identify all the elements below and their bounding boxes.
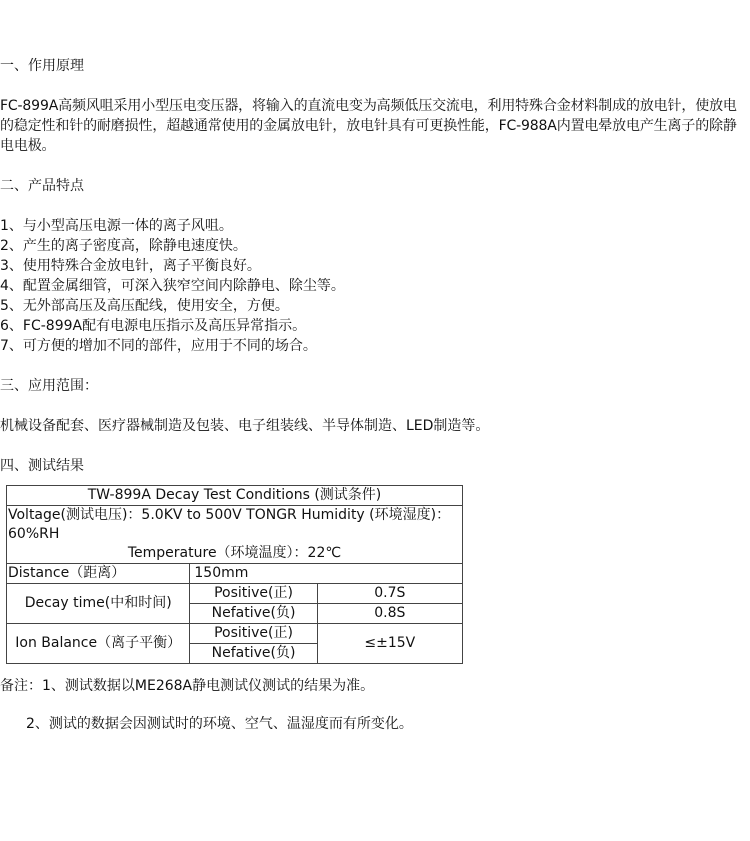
feature-item: 7、可方便的增加不同的部件，应用于不同的场合。 (0, 338, 317, 354)
feature-item: 6、FC-899A配有电源电压指示及高压异常指示。 (0, 318, 307, 334)
decay-negative-value: 0.8S (317, 604, 462, 624)
principle-heading: 一、作用原理 (0, 58, 84, 74)
decay-time-label: Decay time(中和时间) (7, 584, 190, 624)
table-conditions (7, 506, 463, 564)
decay-negative-label: Nefative(负) (190, 604, 317, 624)
document (0, 56, 750, 734)
features-heading: 二、产品特点 (0, 178, 84, 194)
ion-positive-label: Positive(正) (190, 624, 317, 644)
applications-heading: 三、应用范围： (0, 378, 98, 394)
decay-positive-label: Positive(正) (190, 584, 317, 604)
voltage-humidity-text: Voltage(测试电压)：5.0KV to 500V TONGR Humidity (环境湿度)：60%RH (8, 507, 451, 542)
principle-body: FC-899A高频风咀采用小型压电变压器，将输入的直流电变为高频低压交流电，利用特殊合金材料制成的放电针，使放电的稳定性和针的耐磨损性，超越通常使用的金属放电针，放电针具有可更换性能，FC-988A内置电晕放电产生离子的除静电电极。 (0, 98, 737, 154)
note-2: 2、测试的数据会因测试时的环境、空气、温湿度而有所变化。 (26, 716, 413, 732)
feature-item: 5、无外部高压及高压配线，使用安全，方便。 (0, 298, 289, 314)
table-title: TW-899A Decay Test Conditions (测试条件) (7, 486, 463, 506)
results-heading: 四、测试结果 (0, 458, 84, 474)
decay-test-table (6, 485, 463, 664)
ion-negative-label: Nefative(负) (190, 644, 317, 664)
feature-item: 3、使用特殊合金放电针，离子平衡良好。 (0, 258, 261, 274)
ion-balance-value: ≤±15V (317, 624, 462, 664)
applications-body: 机械设备配套、医疗器械制造及包装、电子组装线、半导体制造、LED制造等。 (0, 418, 490, 434)
note-1: 备注：1、测试数据以ME268A静电测试仪测试的结果为准。 (0, 678, 375, 694)
feature-item: 2、产生的离子密度高，除静电速度快。 (0, 238, 247, 254)
decay-positive-value: 0.7S (317, 584, 462, 604)
feature-item: 1、与小型高压电源一体的离子风咀。 (0, 218, 233, 234)
ion-balance-label: Ion Balance（离子平衡） (7, 624, 190, 664)
temperature-text: Temperature（环境温度）：22℃ (127, 545, 342, 561)
feature-item: 4、配置金属细管，可深入狭窄空间内除静电、除尘等。 (0, 278, 345, 294)
distance-value: 150mm (190, 564, 463, 584)
distance-label: Distance（距离） (7, 564, 190, 584)
